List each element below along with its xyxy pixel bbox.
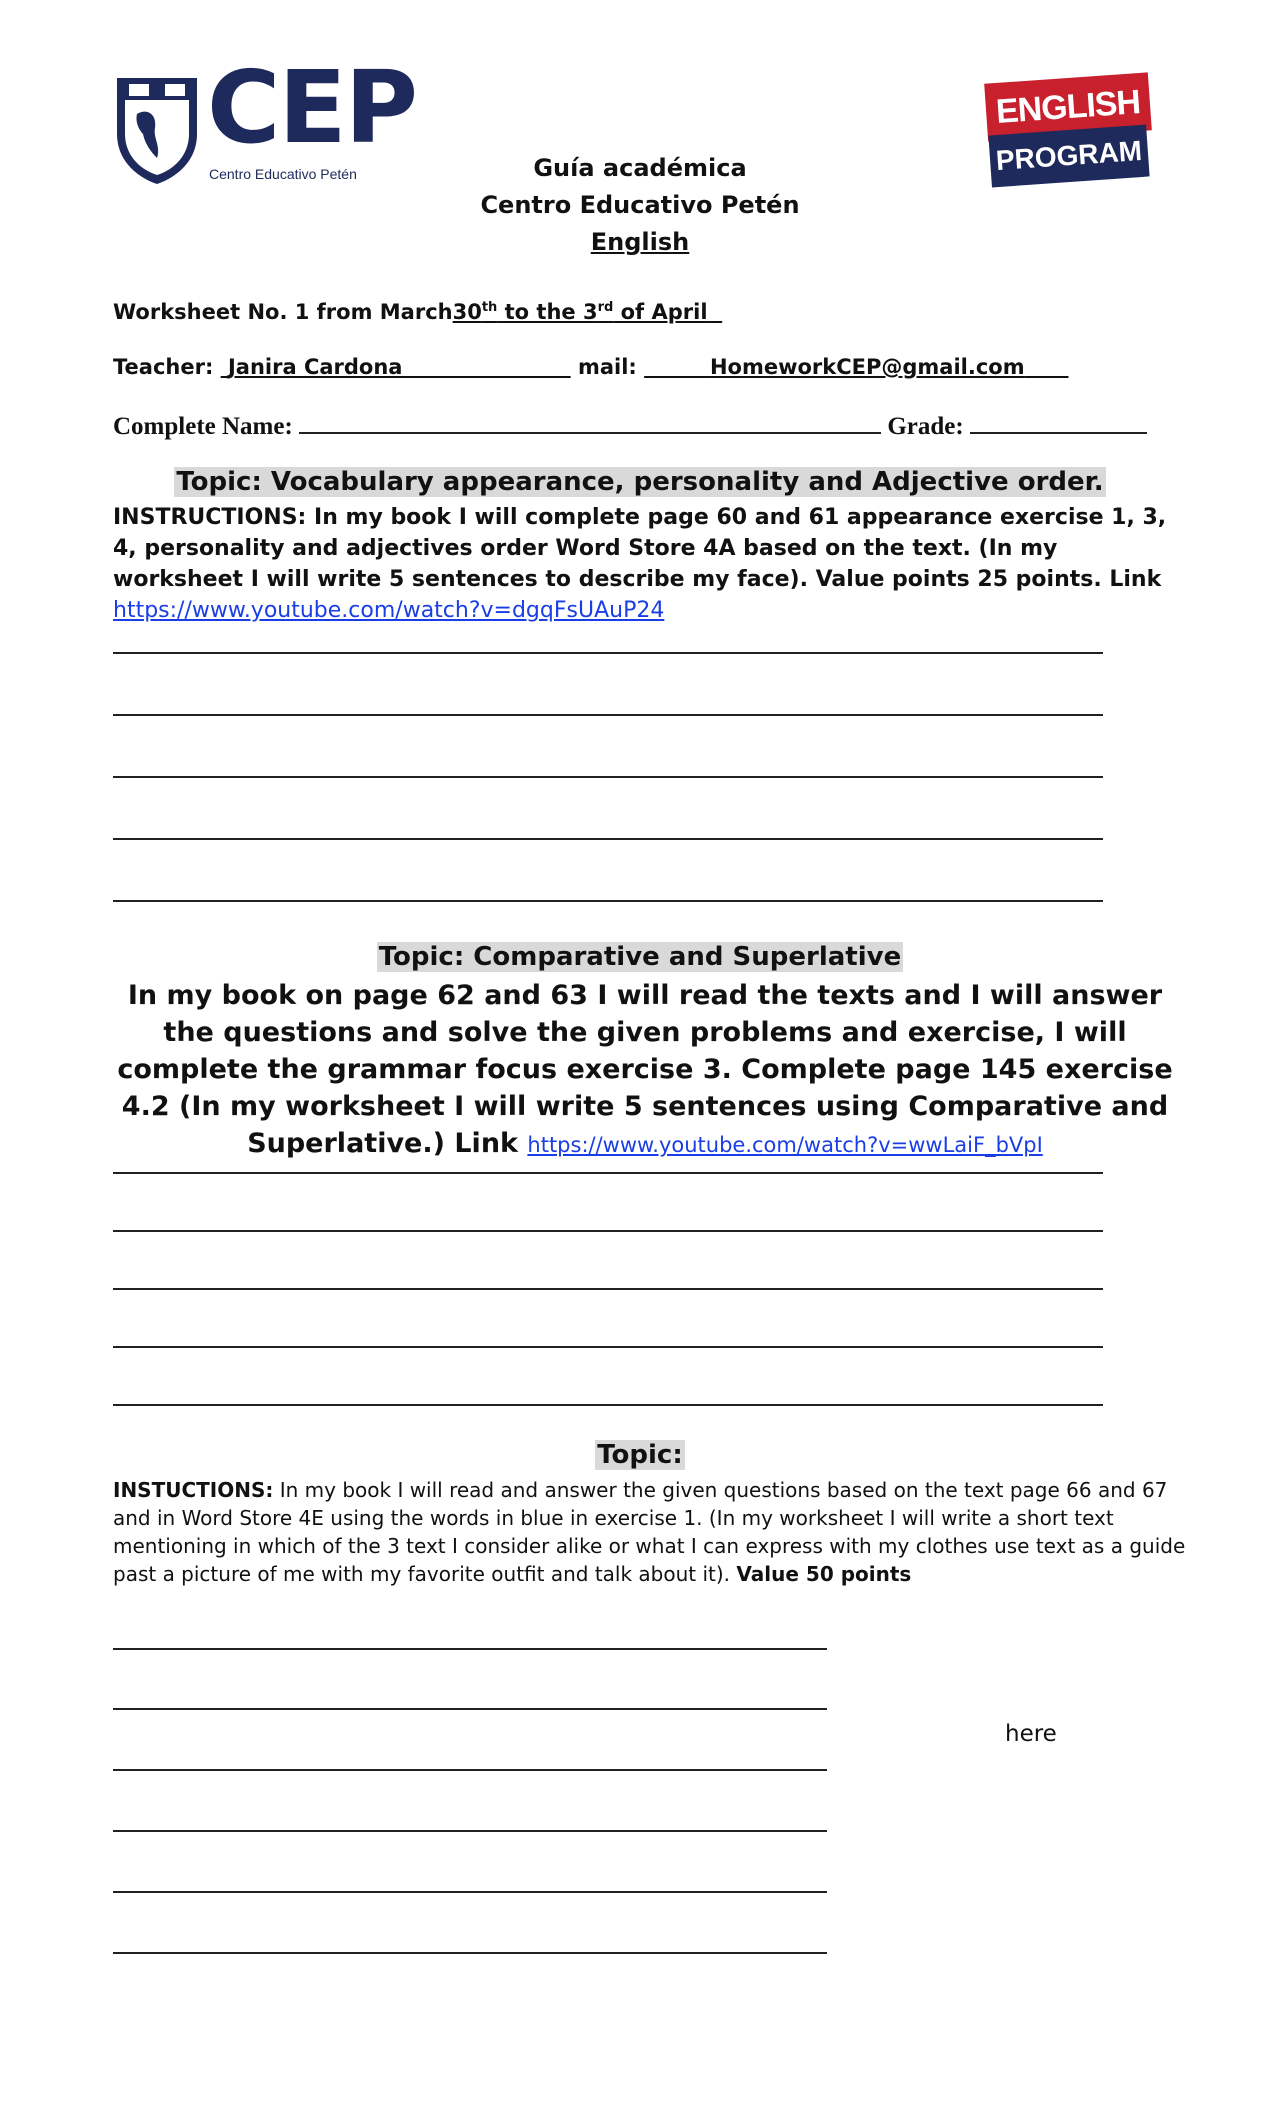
worksheet-line: Worksheet No. 1 from March30th to the 3rd of April <box>113 300 708 324</box>
video-link-2[interactable]: https://www.youtube.com/watch?v=wwLaiF_bVpI <box>527 1133 1043 1157</box>
logo-name: CEP <box>207 49 416 166</box>
grade-field[interactable] <box>970 410 1147 434</box>
instructions-2: In my book on page 62 and 63 I will read the texts and I will answer the questions and solve the given problems and exercise, I will complete the grammar focus exercise 3. Complete page 145 exercise 4.2 (In my worksheet I will write 5 sentences using Comparative and Superlative.) Link https://www.youtube.com/watch?v=wwLaiF_bVpI <box>117 980 1173 1159</box>
teacher-line: Teacher: Janira Cardona mail: HomeworkCEP@gmail.com <box>113 355 1025 379</box>
answer-line[interactable] <box>113 1404 1103 1406</box>
title-school: Centro Educativo Petén <box>480 191 800 219</box>
name-field[interactable] <box>299 410 881 434</box>
answer-line[interactable] <box>113 1769 827 1771</box>
video-link-1[interactable]: https://www.youtube.com/watch?v=dgqFsUAuP24 <box>113 598 665 623</box>
answer-line[interactable] <box>113 652 1103 654</box>
picture-placeholder-text: here <box>1005 1721 1057 1747</box>
answer-line[interactable] <box>113 1172 1103 1174</box>
title-subject: English <box>590 228 690 256</box>
instructions-3: INSTUCTIONS: In my book I will read and answer the given questions based on the text page 66 and 67 and in Word Store 4E using the words in blue in exercise 1. (In my worksheet I will write a short text mentioning in which of the 3 text I consider alike or what I can express with my clothes use text as a guide past a picture of me with my favorite outfit and talk about it). Value 50 points <box>113 1478 1186 1586</box>
answer-line[interactable] <box>113 838 1103 840</box>
logo-line2: PROGRAM <box>988 125 1149 188</box>
topic-1: Topic: Vocabulary appearance, personality and Adjective order. <box>176 467 1104 497</box>
answer-line[interactable] <box>113 1952 827 1954</box>
title-guide: Guía académica <box>533 154 747 182</box>
answer-line[interactable] <box>113 1830 827 1832</box>
answer-line[interactable] <box>113 776 1103 778</box>
instructions-1: INSTRUCTIONS: In my book I will complete page 60 and 61 appearance exercise 1, 3, 4, personality and adjectives order Word Store 4A based on the text. (In my worksheet I will write 5 sentences to describe my face). Value points 25 points. Link https://www.youtube.com/watch?v=dgqFsUAuP24 <box>113 505 1167 623</box>
name-grade-line: Complete Name: Grade: <box>113 410 1147 441</box>
topic-3: Topic: <box>597 1440 683 1470</box>
answer-line[interactable] <box>113 900 1103 902</box>
answer-line[interactable] <box>113 1708 827 1710</box>
logo-line1: ENGLISH <box>984 72 1152 141</box>
answer-line[interactable] <box>113 1891 827 1893</box>
logo-subtitle: Centro Educativo Petén <box>209 166 357 182</box>
answer-line[interactable] <box>113 1346 1103 1348</box>
answer-line[interactable] <box>113 1230 1103 1232</box>
topic-2: Topic: Comparative and Superlative <box>378 942 902 972</box>
answer-line[interactable] <box>113 1648 827 1650</box>
answer-line[interactable] <box>113 1288 1103 1290</box>
answer-line[interactable] <box>113 714 1103 716</box>
